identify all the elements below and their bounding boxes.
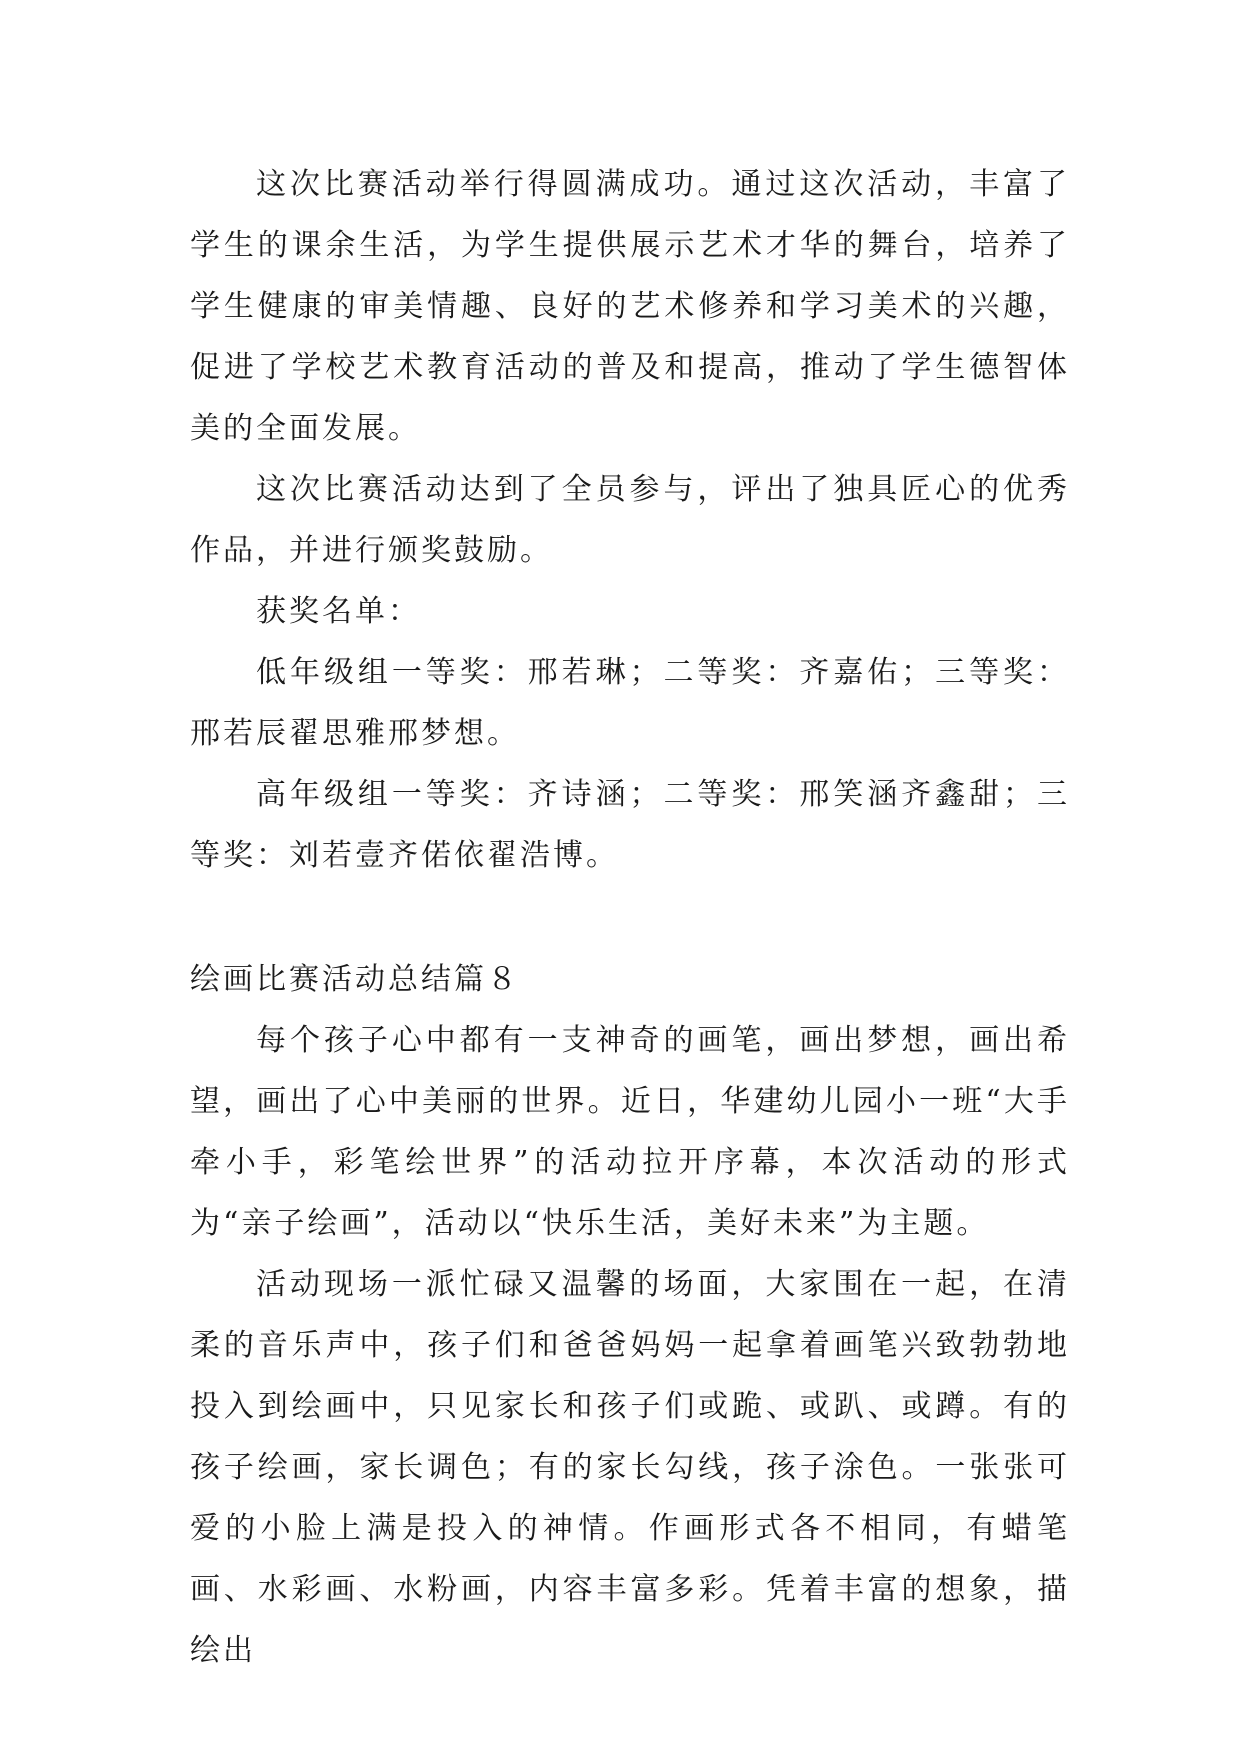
- paragraph-lower-grade-awards: 低年级组一等奖：邢若琳；二等奖：齐嘉佑；三等奖：邢若辰翟思雅邢梦想。: [190, 655, 1070, 751]
- document-body: [190, 154, 1070, 1681]
- paragraph-participation: 这次比赛活动达到了全员参与，评出了独具匠心的优秀作品，并进行颁奖鼓励。: [190, 472, 1070, 568]
- paragraph-intro: 每个孩子心中都有一支神奇的画笔，画出梦想，画出希望，画出了心中美丽的世界。近日，华建幼儿园小一班“大手牵小手，彩笔绘世界”的活动拉开序幕，本次活动的形式为“亲子绘画”，活动以“快乐生活，美好未来”为主题。: [190, 1023, 1070, 1241]
- paragraph-award-list-label: 获奖名单：: [256, 594, 421, 629]
- paragraph-activity-scene: 活动现场一派忙碌又温馨的场面，大家围在一起，在清柔的音乐声中，孩子们和爸爸妈妈一起拿着画笔兴致勃勃地投入到绘画中，只见家长和孩子们或跪、或趴、或蹲。有的孩子绘画，家长调色；有的家长勾线，孩子涂色。一张张可爱的小脸上满是投入的神情。作画形式各不相同，有蜡笔画、水彩画、水粉画，内容丰富多彩。凭着丰富的想象，描绘出: [190, 1267, 1070, 1668]
- paragraph-summary: 这次比赛活动举行得圆满成功。通过这次活动，丰富了学生的课余生活，为学生提供展示艺术才华的舞台，培养了学生健康的审美情趣、良好的艺术修养和学习美术的兴趣，促进了学校艺术教育活动的普及和提高，推动了学生德智体美的全面发展。: [190, 167, 1070, 446]
- paragraph-upper-grade-awards: 高年级组一等奖：齐诗涵；二等奖：邢笑涵齐鑫甜；三等奖：刘若壹齐偌依翟浩博。: [190, 777, 1070, 873]
- section-spacer: [190, 886, 1070, 949]
- section-heading: 绘画比赛活动总结篇８: [190, 962, 520, 997]
